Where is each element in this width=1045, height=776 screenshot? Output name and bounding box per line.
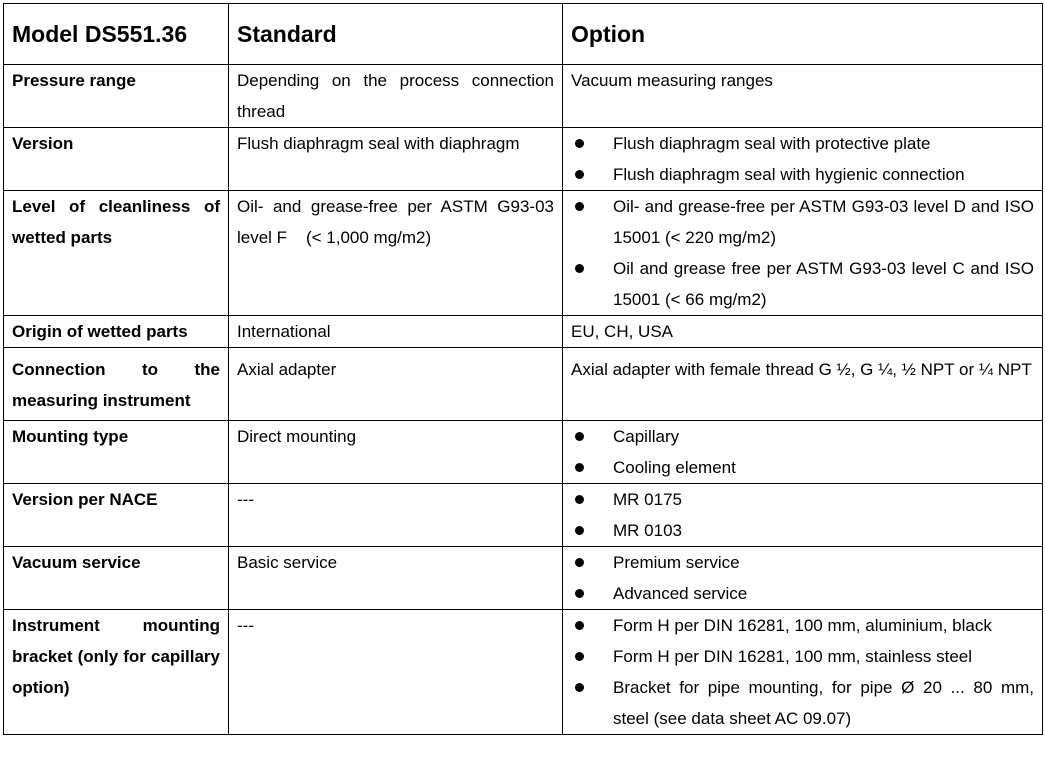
row-label: Mounting type <box>4 421 229 484</box>
table-row <box>4 610 1043 735</box>
bullet-icon <box>575 202 584 211</box>
option-item: Advanced service <box>571 578 1034 609</box>
bullet-icon <box>575 264 584 273</box>
bullet-icon <box>575 526 584 535</box>
table-row <box>4 484 1043 547</box>
option-item: Capillary <box>571 421 1034 452</box>
bullet-icon <box>575 139 584 148</box>
option-item: MR 0103 <box>571 515 1034 546</box>
row-standard: --- <box>229 610 563 735</box>
bullet-icon <box>575 463 584 472</box>
row-option: Vacuum measuring ranges <box>563 65 1043 128</box>
row-option <box>563 484 1043 547</box>
bullet-icon <box>575 170 584 179</box>
option-item: Bracket for pipe mounting, for pipe Ø 20 ... 80 mm, steel (see data sheet AC 09.07) <box>571 672 1034 734</box>
table-row <box>4 316 1043 348</box>
option-item: MR 0175 <box>571 484 1034 515</box>
row-label: Vacuum service <box>4 547 229 610</box>
row-label: Instrument mounting bracket (only for capillary option) <box>4 610 229 735</box>
row-standard: Flush diaphragm seal with diaphragm <box>229 128 563 191</box>
table-row <box>4 191 1043 316</box>
bullet-icon <box>575 621 584 630</box>
table-row <box>4 128 1043 191</box>
row-option <box>563 128 1043 191</box>
row-label: Version per NACE <box>4 484 229 547</box>
option-item: Oil- and grease-free per ASTM G93-03 level D and ISO 15001 (< 220 mg/m2) <box>571 191 1034 253</box>
row-option: Axial adapter with female thread G ½, G ¼, ½ NPT or ¼ NPT <box>563 348 1043 421</box>
row-option <box>563 547 1043 610</box>
option-item: Form H per DIN 16281, 100 mm, stainless steel <box>571 641 1034 672</box>
option-item: Flush diaphragm seal with hygienic connection <box>571 159 1034 190</box>
row-option <box>563 421 1043 484</box>
row-standard: Direct mounting <box>229 421 563 484</box>
row-label: Version <box>4 128 229 191</box>
row-standard: Axial adapter <box>229 348 563 421</box>
row-standard: Oil- and grease-free per ASTM G93-03 level F (< 1,000 mg/m2) <box>229 191 563 316</box>
option-item: Premium service <box>571 547 1034 578</box>
table-row <box>4 421 1043 484</box>
table-row <box>4 65 1043 128</box>
bullet-icon <box>575 558 584 567</box>
row-label: Origin of wetted parts <box>4 316 229 348</box>
bullet-icon <box>575 589 584 598</box>
bullet-icon <box>575 652 584 661</box>
row-option: EU, CH, USA <box>563 316 1043 348</box>
row-standard: Basic service <box>229 547 563 610</box>
bullet-icon <box>575 432 584 441</box>
table-row <box>4 547 1043 610</box>
header-model: Model DS551.36 <box>4 4 229 65</box>
row-standard: International <box>229 316 563 348</box>
row-label: Connection to the measuring instrument <box>4 348 229 421</box>
row-standard: Depending on the process connection thread <box>229 65 563 128</box>
row-option <box>563 610 1043 735</box>
row-label: Pressure range <box>4 65 229 128</box>
bullet-icon <box>575 683 584 692</box>
row-option <box>563 191 1043 316</box>
option-item: Form H per DIN 16281, 100 mm, aluminium, black <box>571 610 1034 641</box>
option-item: Cooling element <box>571 452 1034 483</box>
header-option: Option <box>563 4 1043 65</box>
header-standard: Standard <box>229 4 563 65</box>
option-item: Flush diaphragm seal with protective plate <box>571 128 1034 159</box>
row-label: Level of cleanliness of wetted parts <box>4 191 229 316</box>
row-standard: --- <box>229 484 563 547</box>
header-row <box>4 4 1043 65</box>
bullet-icon <box>575 495 584 504</box>
option-item: Oil and grease free per ASTM G93-03 level C and ISO 15001 (< 66 mg/m2) <box>571 253 1034 315</box>
table-row <box>4 348 1043 421</box>
spec-table <box>3 3 1043 735</box>
